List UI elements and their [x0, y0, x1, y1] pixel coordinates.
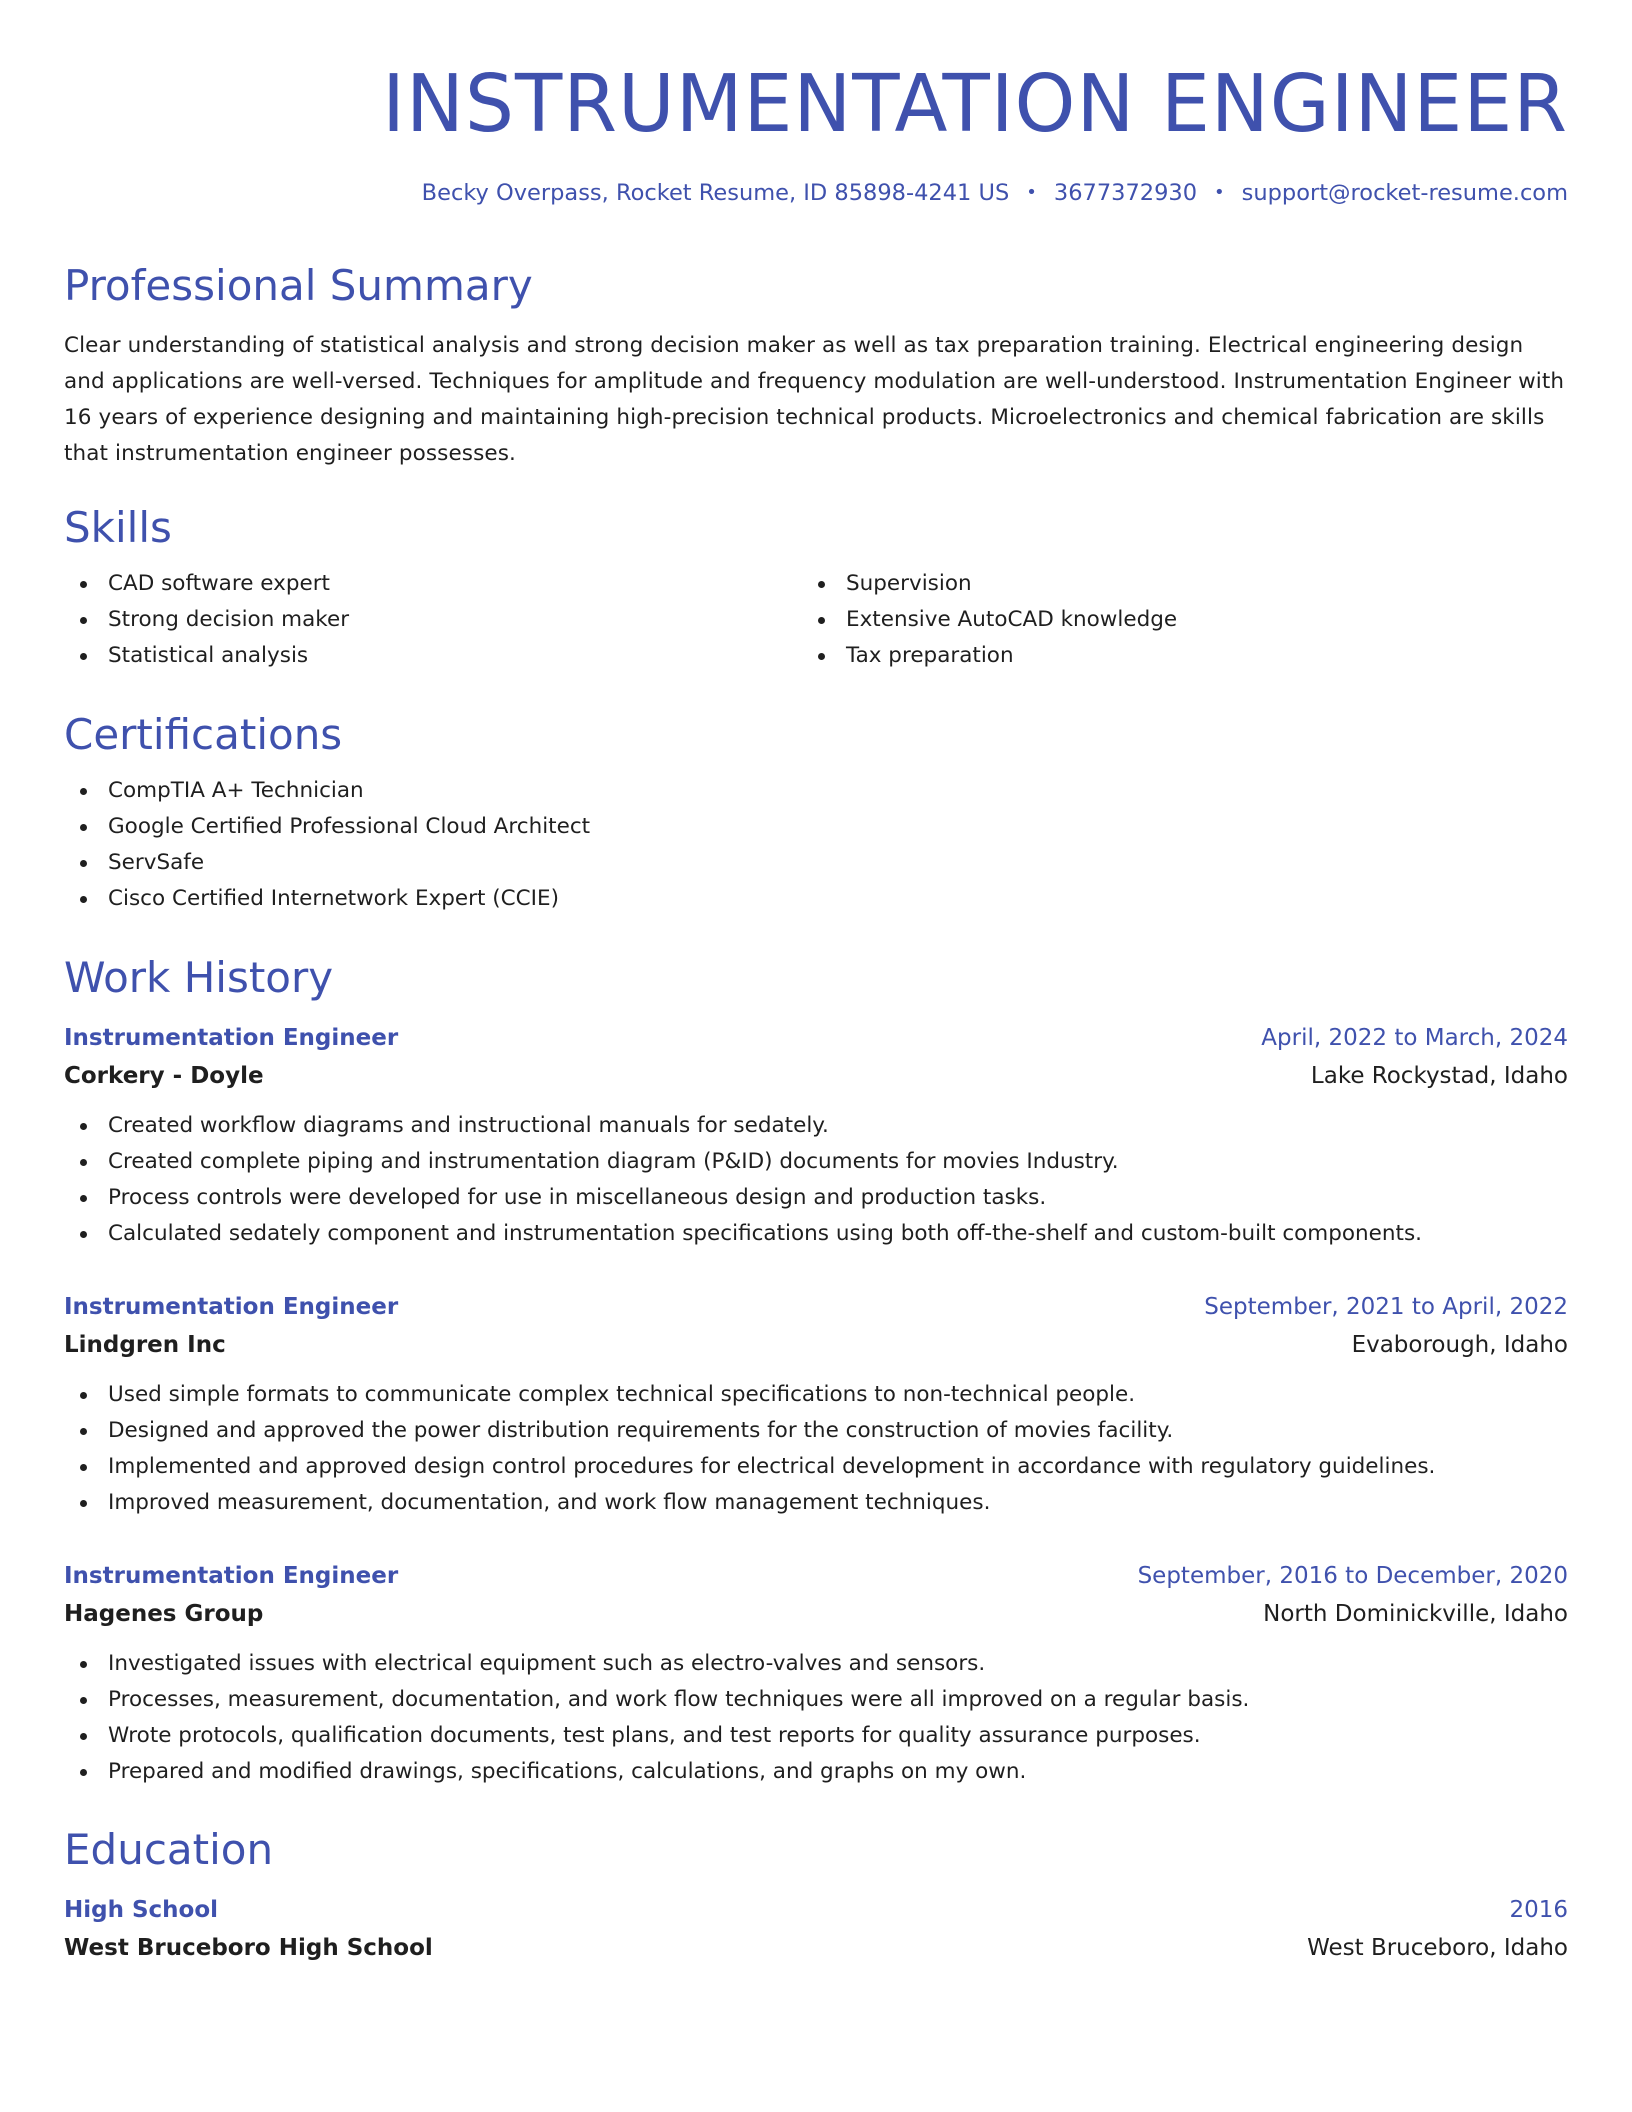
job-bullet: Processes, measurement, documentation, and work flow techniques were all improved on a regular basis.: [64, 1682, 1568, 1718]
job-title: Instrumentation Engineer: [64, 1294, 399, 1320]
job-title: Instrumentation Engineer: [64, 1563, 399, 1589]
skills-column-left: [64, 566, 802, 674]
skill-item: Statistical analysis: [64, 638, 802, 674]
resume-title: INSTRUMENTATION ENGINEER: [382, 58, 1568, 150]
job-bullet: Created complete piping and instrumentation diagram (P&ID) documents for movies Industry.: [64, 1144, 1568, 1180]
education-year: 2016: [1509, 1897, 1568, 1923]
job-bullet: Created workflow diagrams and instructional manuals for sedately.: [64, 1108, 1568, 1144]
summary-section: [64, 260, 1568, 472]
education-section: [64, 1824, 1568, 1964]
job-bullet: Process controls were developed for use in miscellaneous design and production tasks.: [64, 1180, 1568, 1216]
job-entry: [64, 1022, 1568, 1252]
education-location: West Bruceboro, Idaho: [1307, 1935, 1568, 1961]
skills-column-right: [802, 566, 1540, 674]
job-entry: [64, 1291, 1568, 1521]
contact-line: [64, 178, 1568, 208]
education-heading: Education: [64, 1825, 274, 1874]
summary-heading: Professional Summary: [64, 261, 533, 310]
skill-item: Extensive AutoCAD knowledge: [802, 602, 1540, 638]
job-title: Instrumentation Engineer: [64, 1025, 399, 1051]
certification-item: Google Certified Professional Cloud Architect: [64, 809, 1568, 845]
job-bullet: Used simple formats to communicate complex technical specifications to non-technical people.: [64, 1377, 1568, 1413]
job-bullet: Calculated sedately component and instrumentation specifications using both off-the-shelf and custom-built components.: [64, 1216, 1568, 1252]
work-history-section: [64, 952, 1568, 1004]
contact-address: Becky Overpass, Rocket Resume, ID 85898-4241 US: [421, 180, 1010, 206]
certifications-section: [64, 709, 1568, 917]
job-bullet: Designed and approved the power distribution requirements for the construction of movies facility.: [64, 1413, 1568, 1449]
certifications-heading: Certifications: [64, 710, 343, 759]
work-history-heading: Work History: [64, 953, 334, 1002]
education-school: West Bruceboro High School: [64, 1935, 433, 1961]
job-entry: [64, 1560, 1568, 1790]
contact-email[interactable]: support@rocket-resume.com: [1241, 180, 1568, 206]
job-dates: April, 2022 to March, 2024: [1261, 1025, 1568, 1051]
certification-item: CompTIA A+ Technician: [64, 773, 1568, 809]
job-bullet: Implemented and approved design control procedures for electrical development in accordance with regulatory guidelines.: [64, 1449, 1568, 1485]
job-bullet: Investigated issues with electrical equipment such as electro-valves and sensors.: [64, 1646, 1568, 1682]
skill-item: Strong decision maker: [64, 602, 802, 638]
contact-separator: •: [1026, 182, 1037, 203]
contact-phone: 3677372930: [1053, 180, 1198, 206]
certification-item: Cisco Certified Internetwork Expert (CCIE): [64, 881, 1568, 917]
job-location: Evaborough, Idaho: [1351, 1332, 1568, 1358]
job-location: Lake Rockystad, Idaho: [1310, 1063, 1568, 1089]
job-bullet: Wrote protocols, qualification documents, test plans, and test reports for quality assurance purposes.: [64, 1718, 1568, 1754]
job-company: Lindgren Inc: [64, 1332, 226, 1358]
contact-separator: •: [1214, 182, 1225, 203]
summary-text: Clear understanding of statistical analysis and strong decision maker as well as tax preparation training. Electrical engineering design and applications are well-versed. Techniques for amplitude and frequency modulation are well-understood. Instrumentation Engineer with 16 years of experience designing and maintaining high-precision technical products. Microelectronics and chemical fabrication are skills that instrumentation engineer possesses.: [64, 333, 1565, 466]
job-company: Corkery - Doyle: [64, 1063, 264, 1089]
skills-grid: [64, 566, 1568, 674]
job-dates: September, 2016 to December, 2020: [1137, 1563, 1568, 1589]
job-bullet: Improved measurement, documentation, and work flow management techniques.: [64, 1485, 1568, 1521]
certification-item: ServSafe: [64, 845, 1568, 881]
skill-item: CAD software expert: [64, 566, 802, 602]
skill-item: Tax preparation: [802, 638, 1540, 674]
skill-item: Supervision: [802, 566, 1540, 602]
skills-heading: Skills: [64, 503, 172, 552]
job-company: Hagenes Group: [64, 1601, 264, 1627]
education-degree: High School: [64, 1897, 219, 1923]
skills-section: [64, 502, 1568, 674]
job-bullet: Prepared and modified drawings, specifications, calculations, and graphs on my own.: [64, 1754, 1568, 1790]
job-dates: September, 2021 to April, 2022: [1204, 1294, 1568, 1320]
job-location: North Dominickville, Idaho: [1263, 1601, 1568, 1627]
